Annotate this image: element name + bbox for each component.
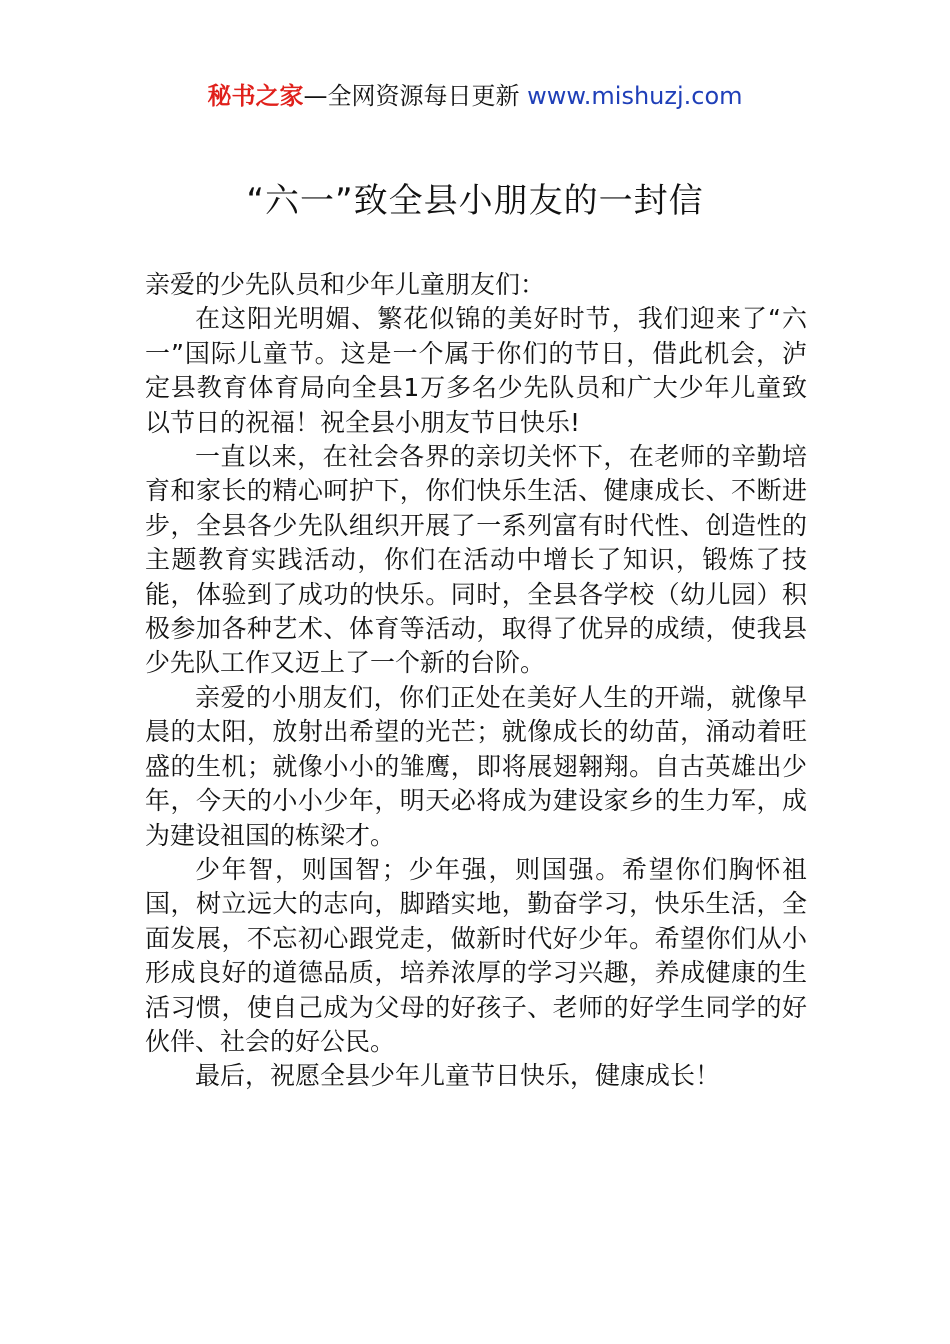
letter-body (145, 268, 807, 1094)
site-brand: 秘书之家 (207, 82, 304, 110)
site-header (0, 78, 950, 114)
paragraph-5: 最后，祝愿全县少年儿童节日快乐，健康成长！ (195, 1061, 721, 1091)
paragraph-2: 一直以来，在社会各界的亲切关怀下，在老师的辛勤培育和家长的精心呵护下，你们快乐生活、健康成长、不断进步，全县各少先队组织开展了一系列富有时代性、创造性的主题教育实践活动，你们在活动中增长了知识，锻炼了技能，体验到了成功的快乐。同时，全县各学校（幼儿园）积极参加各种艺术、体育等活动，取得了优异的成绩，使我县少先队工作又迈上了一个新的台阶。 (145, 442, 807, 678)
site-url-link[interactable]: www.mishuzj.com (527, 82, 743, 110)
paragraph-4: 少年智，则国智；少年强，则国强。希望你们胸怀祖国，树立远大的志向，脚踏实地，勤奋学习，快乐生活，全面发展，不忘初心跟党走，做新时代好少年。希望你们从小形成良好的道德品质，培养浓厚的学习兴趣，养成健康的生活习惯，使自己成为父母的好孩子、老师的好学生同学的好伙伴、社会的好公民。 (145, 854, 807, 1056)
salutation: 亲爱的少先队员和少年儿童朋友们： (145, 270, 546, 299)
paragraph-1: 在这阳光明媚、繁花似锦的美好时节，我们迎来了“六一”国际儿童节。这是一个属于你们的节日，借此机会，泸定县教育体育局向全县1万多名少先队员和广大少年儿童致以节日的祝福！祝全县小朋友节日快乐! (145, 304, 807, 437)
site-tagline: —全网资源每日更新 (303, 82, 528, 110)
document-title: “六一”致全县小朋友的一封信 (246, 181, 704, 221)
paragraph-3: 亲爱的小朋友们，你们正处在美好人生的开端，就像早晨的太阳，放射出希望的光芒；就像成长的幼苗，涌动着旺盛的生机；就像小小的雏鹰，即将展翅翱翔。自古英雄出少年，今天的小小少年，明天必将成为建设家乡的生力军，成为建设祖国的栋梁才。 (145, 682, 807, 850)
